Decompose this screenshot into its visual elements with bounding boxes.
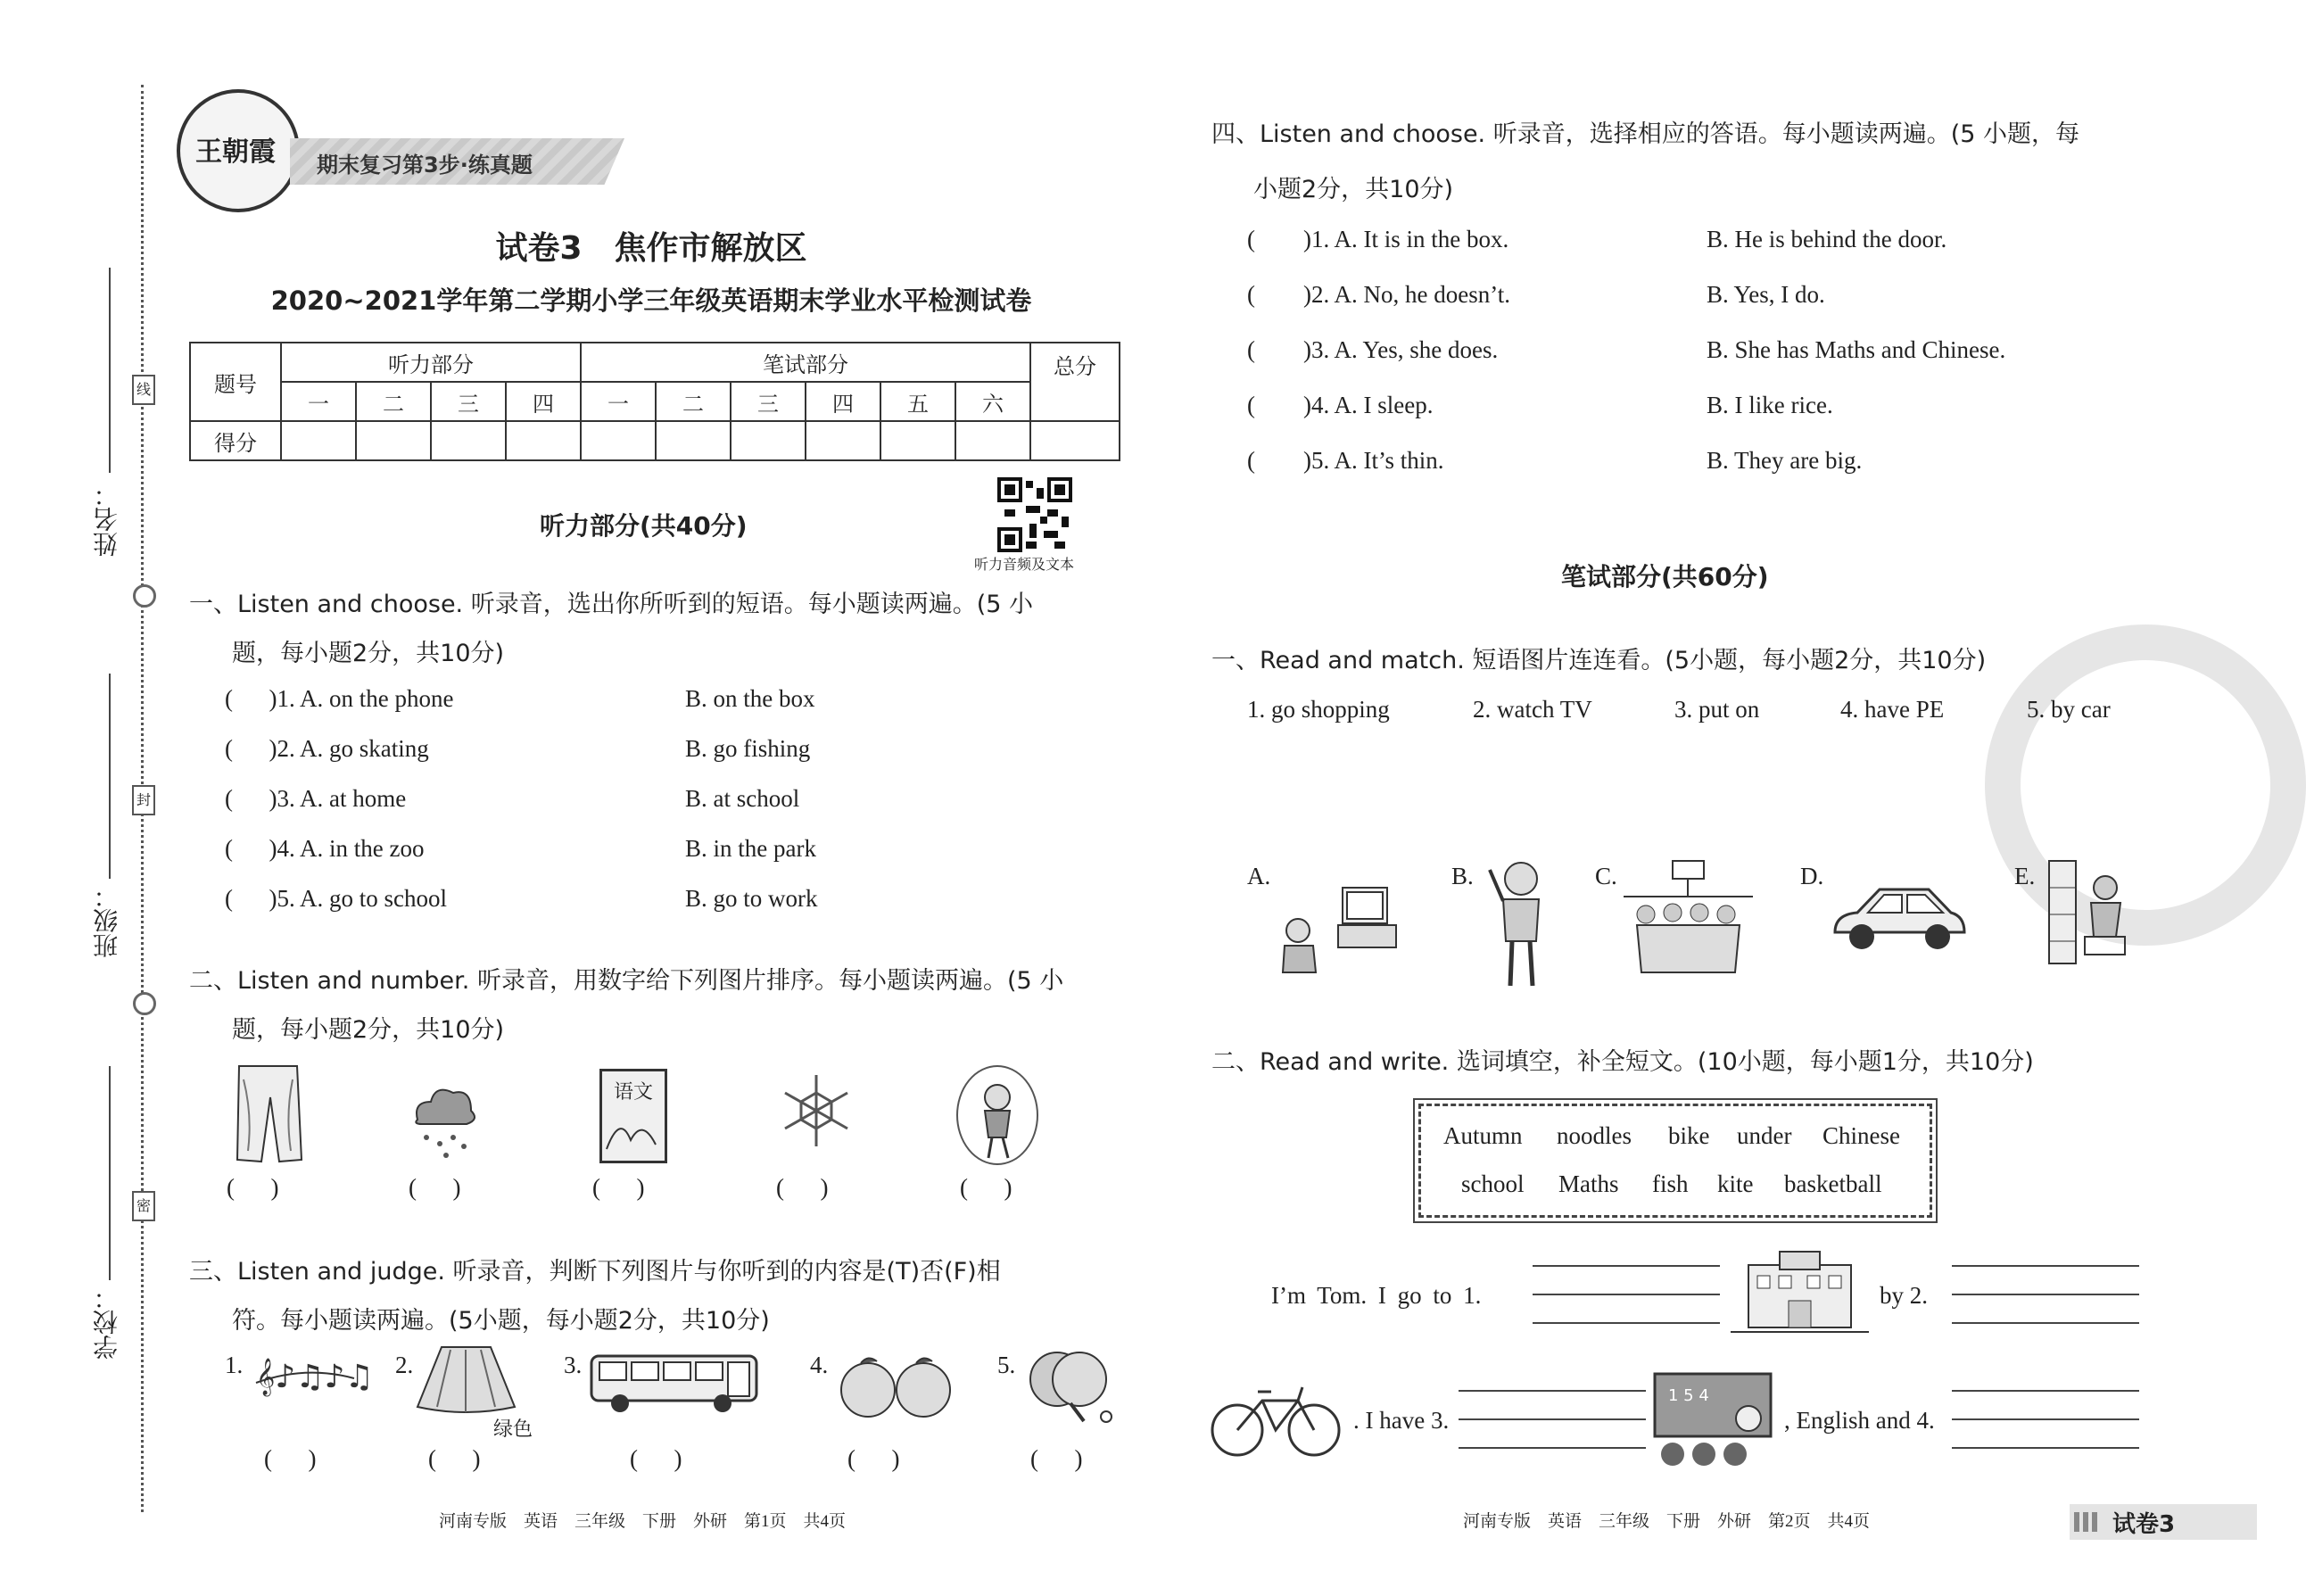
- s2-answer-blank[interactable]: ( ): [776, 1174, 829, 1201]
- score-cell-total[interactable]: [1030, 421, 1120, 460]
- col-w5: 五: [880, 382, 955, 421]
- qr-caption: 听力音频及文本: [974, 558, 1075, 573]
- oranges-picture: [834, 1347, 959, 1418]
- school-building-picture: [1731, 1247, 1869, 1341]
- s1-q3-option-b: B. at school: [685, 785, 800, 812]
- table-header-listening: 听力部分: [281, 343, 581, 382]
- w1-phrase-4: 4. have PE: [1840, 696, 1945, 723]
- word-school: school: [1461, 1170, 1525, 1197]
- binding-ring: [133, 992, 156, 1015]
- w1-phrase-1: 1. go shopping: [1247, 696, 1390, 723]
- book-label: 语文: [613, 1081, 653, 1104]
- s4-title-line2: 小题2分，共10分): [1253, 176, 1454, 203]
- w2-title: 二、Read and write. 选词填空，补全短文。(10小题，每小题1分，共10分): [1211, 1048, 2034, 1076]
- ping-pong-paddles-picture: [1021, 1345, 1115, 1426]
- exam-subtitle: 2020~2021学年第二学期小学三年级英语期末学业水平检测试卷: [270, 285, 1032, 316]
- s2-answer-blank[interactable]: ( ): [960, 1174, 1012, 1201]
- svg-text:𝄞♪♫♪♫: 𝄞♪♫♪♫: [256, 1359, 374, 1395]
- col-l3: 三: [431, 382, 506, 421]
- footer-left: 河南专版 英语 三年级 下册 外研 第1页 共4页: [439, 1512, 847, 1531]
- school-line[interactable]: [109, 1066, 111, 1280]
- score-cell[interactable]: [581, 421, 656, 460]
- banner-text: 期末复习第3步·练真题: [317, 153, 533, 178]
- music-notes-picture: [252, 1347, 374, 1396]
- score-table: [189, 342, 1120, 461]
- shopping-picture: [2045, 856, 2134, 968]
- w1-letter-e: E.: [2014, 863, 2036, 889]
- word-noodles: noodles: [1557, 1122, 1632, 1149]
- score-cell[interactable]: [656, 421, 731, 460]
- s1-q1-option-b: B. on the box: [685, 685, 815, 712]
- s3-num-3: 3.: [564, 1352, 583, 1378]
- s4-q1-option-b: B. He is behind the door.: [1707, 226, 1947, 252]
- listening-title: 听力部分(共40分): [540, 511, 748, 541]
- score-cell[interactable]: [731, 421, 806, 460]
- col-l4: 四: [506, 382, 581, 421]
- s2-title-line1: 二、Listen and number. 听录音，用数字给下列图片排序。每小题读两遍。(5 小: [189, 967, 1064, 995]
- blank-1[interactable]: [1533, 1265, 1720, 1295]
- s4-q3: ( )3. A. Yes, she does.: [1247, 336, 1499, 363]
- snowflake-picture: [776, 1071, 856, 1151]
- score-cell[interactable]: [281, 421, 356, 460]
- s3-answer-blank[interactable]: ( ): [428, 1445, 481, 1472]
- word-fish: fish: [1652, 1170, 1689, 1197]
- bicycle-picture: [1209, 1378, 1343, 1459]
- blank-3-underline: [1459, 1447, 1646, 1449]
- maths-class-picture: [1650, 1369, 1775, 1472]
- score-cell[interactable]: [431, 421, 506, 460]
- blank-3[interactable]: [1459, 1390, 1646, 1420]
- col-l2: 二: [356, 382, 431, 421]
- blank-2[interactable]: [1952, 1265, 2139, 1295]
- table-header-number: 题号: [190, 343, 281, 421]
- s1-q3: ( )3. A. at home: [225, 785, 407, 812]
- score-cell[interactable]: [806, 421, 880, 460]
- written-title: 笔试部分(共60分): [1561, 562, 1769, 591]
- table-header-written: 笔试部分: [581, 343, 1030, 382]
- score-cell[interactable]: [955, 421, 1030, 460]
- seal-char-mi: 密: [132, 1191, 155, 1221]
- col-l1: 一: [281, 382, 356, 421]
- s1-q4-option-b: B. in the park: [685, 835, 816, 862]
- s1-q5: ( )5. A. go to school: [225, 885, 447, 912]
- w2-line2-text-b: , English and 4.: [1784, 1407, 1935, 1434]
- s2-answer-blank[interactable]: ( ): [409, 1174, 461, 1201]
- s4-title-line1: 四、Listen and choose. 听录音，选择相应的答语。每小题读两遍。(5 小题，每: [1211, 120, 2080, 148]
- car-picture: [1831, 879, 1969, 959]
- col-w3: 三: [731, 382, 806, 421]
- girl-skipping-rope-picture: [953, 1062, 1042, 1169]
- word-autumn: Autumn: [1443, 1122, 1523, 1149]
- page-tag-text: 试卷3: [2112, 1511, 2176, 1538]
- s3-title-line2: 符。每小题读两遍。(5小题，每小题2分，共10分): [232, 1307, 770, 1335]
- score-cell[interactable]: [880, 421, 955, 460]
- blank-4[interactable]: [1952, 1390, 2139, 1420]
- page-tag-icon: [2074, 1512, 2099, 1532]
- word-basketball: basketball: [1784, 1170, 1882, 1197]
- s1-q4: ( )4. A. in the zoo: [225, 835, 425, 862]
- w2-line1-text-b: by 2.: [1880, 1282, 1928, 1309]
- basketball-class-picture: [1624, 861, 1753, 977]
- s1-q1: ( )1. A. on the phone: [225, 685, 454, 712]
- qr-code-icon[interactable]: [997, 477, 1072, 552]
- s3-answer-blank[interactable]: ( ): [847, 1445, 900, 1472]
- w1-letter-b: B.: [1451, 863, 1474, 889]
- word-chinese: Chinese: [1822, 1122, 1900, 1149]
- s4-q1: ( )1. A. It is in the box.: [1247, 226, 1509, 252]
- binding-ring: [133, 584, 156, 608]
- school-label: 学校：: [92, 1285, 121, 1360]
- class-line[interactable]: [109, 674, 111, 879]
- w1-letter-d: D.: [1800, 863, 1824, 889]
- blank-2-underline: [1952, 1322, 2139, 1324]
- footer-right: 河南专版 英语 三年级 下册 外研 第2页 共4页: [1463, 1512, 1871, 1531]
- seal-char-feng: 封: [132, 785, 155, 815]
- s4-q2-option-b: B. Yes, I do.: [1707, 281, 1825, 308]
- s3-answer-blank[interactable]: ( ): [630, 1445, 682, 1472]
- w1-phrase-2: 2. watch TV: [1473, 696, 1592, 723]
- w1-phrase-3: 3. put on: [1674, 696, 1760, 723]
- s3-num-1: 1.: [225, 1352, 244, 1378]
- s1-title-line2: 题，每小题2分，共10分): [232, 640, 505, 667]
- s4-q3-option-b: B. She has Maths and Chinese.: [1707, 336, 2006, 363]
- s2-title-line2: 题，每小题2分，共10分): [232, 1016, 505, 1044]
- word-kite: kite: [1717, 1170, 1754, 1197]
- word-maths: Maths: [1558, 1170, 1619, 1197]
- s4-q5-option-b: B. They are big.: [1707, 447, 1863, 474]
- score-row-label: 得分: [190, 421, 281, 460]
- class-label: 班级：: [92, 883, 121, 958]
- word-bike: bike: [1668, 1122, 1710, 1149]
- exam-title: 试卷3 焦作市解放区: [495, 230, 807, 267]
- skirt-picture: [415, 1343, 517, 1414]
- s1-q5-option-b: B. go to work: [685, 885, 818, 912]
- blank-1-underline: [1533, 1322, 1720, 1324]
- col-w6: 六: [955, 382, 1030, 421]
- watermark-seal: [1985, 624, 2306, 946]
- s3-num-5: 5.: [997, 1352, 1016, 1378]
- s4-q2: ( )2. A. No, he doesn’t.: [1247, 281, 1510, 308]
- w1-title: 一、Read and match. 短语图片连连看。(5小题，每小题2分，共10分): [1211, 647, 1987, 674]
- name-label: 姓名：: [92, 482, 121, 557]
- rain-cloud-picture: [409, 1079, 480, 1160]
- s1-q2-option-b: B. go fishing: [685, 735, 811, 762]
- s2-answer-blank[interactable]: ( ): [592, 1174, 645, 1201]
- s4-q4: ( )4. A. I sleep.: [1247, 392, 1434, 418]
- word-under: under: [1737, 1122, 1792, 1149]
- score-cell[interactable]: [506, 421, 581, 460]
- w1-phrase-5: 5. by car: [2027, 696, 2111, 723]
- s2-answer-blank[interactable]: ( ): [227, 1174, 279, 1201]
- word-bank: [1418, 1104, 1932, 1218]
- s1-title-line1: 一、Listen and choose. 听录音，选出你所听到的短语。每小题读两遍。(5 小: [189, 591, 1034, 618]
- s3-num-4: 4.: [810, 1352, 829, 1378]
- chinese-book-picture: [599, 1069, 667, 1163]
- w1-letter-a: A.: [1247, 863, 1271, 889]
- col-w2: 二: [656, 382, 731, 421]
- s1-q2: ( )2. A. go skating: [225, 735, 429, 762]
- w1-letter-c: C.: [1595, 863, 1617, 889]
- name-line[interactable]: [109, 268, 111, 473]
- col-w1: 一: [581, 382, 656, 421]
- s4-q5: ( )5. A. It’s thin.: [1247, 447, 1444, 474]
- svg-text:1 5 4: 1 5 4: [1668, 1386, 1709, 1405]
- bus-picture: [589, 1352, 763, 1414]
- seal-char-xian: 线: [132, 375, 155, 405]
- s3-answer-blank[interactable]: ( ): [1030, 1445, 1083, 1472]
- w2-line2-text-a: . I have 3.: [1353, 1407, 1450, 1434]
- blank-4-underline: [1952, 1447, 2139, 1449]
- s3-answer-blank[interactable]: ( ): [264, 1445, 317, 1472]
- logo-text: 王朝霞: [195, 136, 276, 168]
- watch-tv-picture: [1276, 879, 1401, 981]
- table-header-total: 总分: [1030, 343, 1120, 421]
- col-w4: 四: [806, 382, 880, 421]
- s3-num-2: 2.: [395, 1352, 414, 1378]
- w2-line1-text-a: I’m Tom. I go to 1.: [1271, 1282, 1482, 1309]
- score-cell[interactable]: [356, 421, 431, 460]
- pants-picture: [230, 1062, 310, 1169]
- skirt-color-note: 绿色: [493, 1418, 533, 1441]
- s4-q4-option-b: B. I like rice.: [1707, 392, 1833, 418]
- book-cover-icon: [602, 1104, 659, 1158]
- s3-title-line1: 三、Listen and judge. 听录音，判断下列图片与你听到的内容是(T)否(F)相: [189, 1258, 1001, 1286]
- boy-putting-on-clothes-picture: [1481, 856, 1561, 990]
